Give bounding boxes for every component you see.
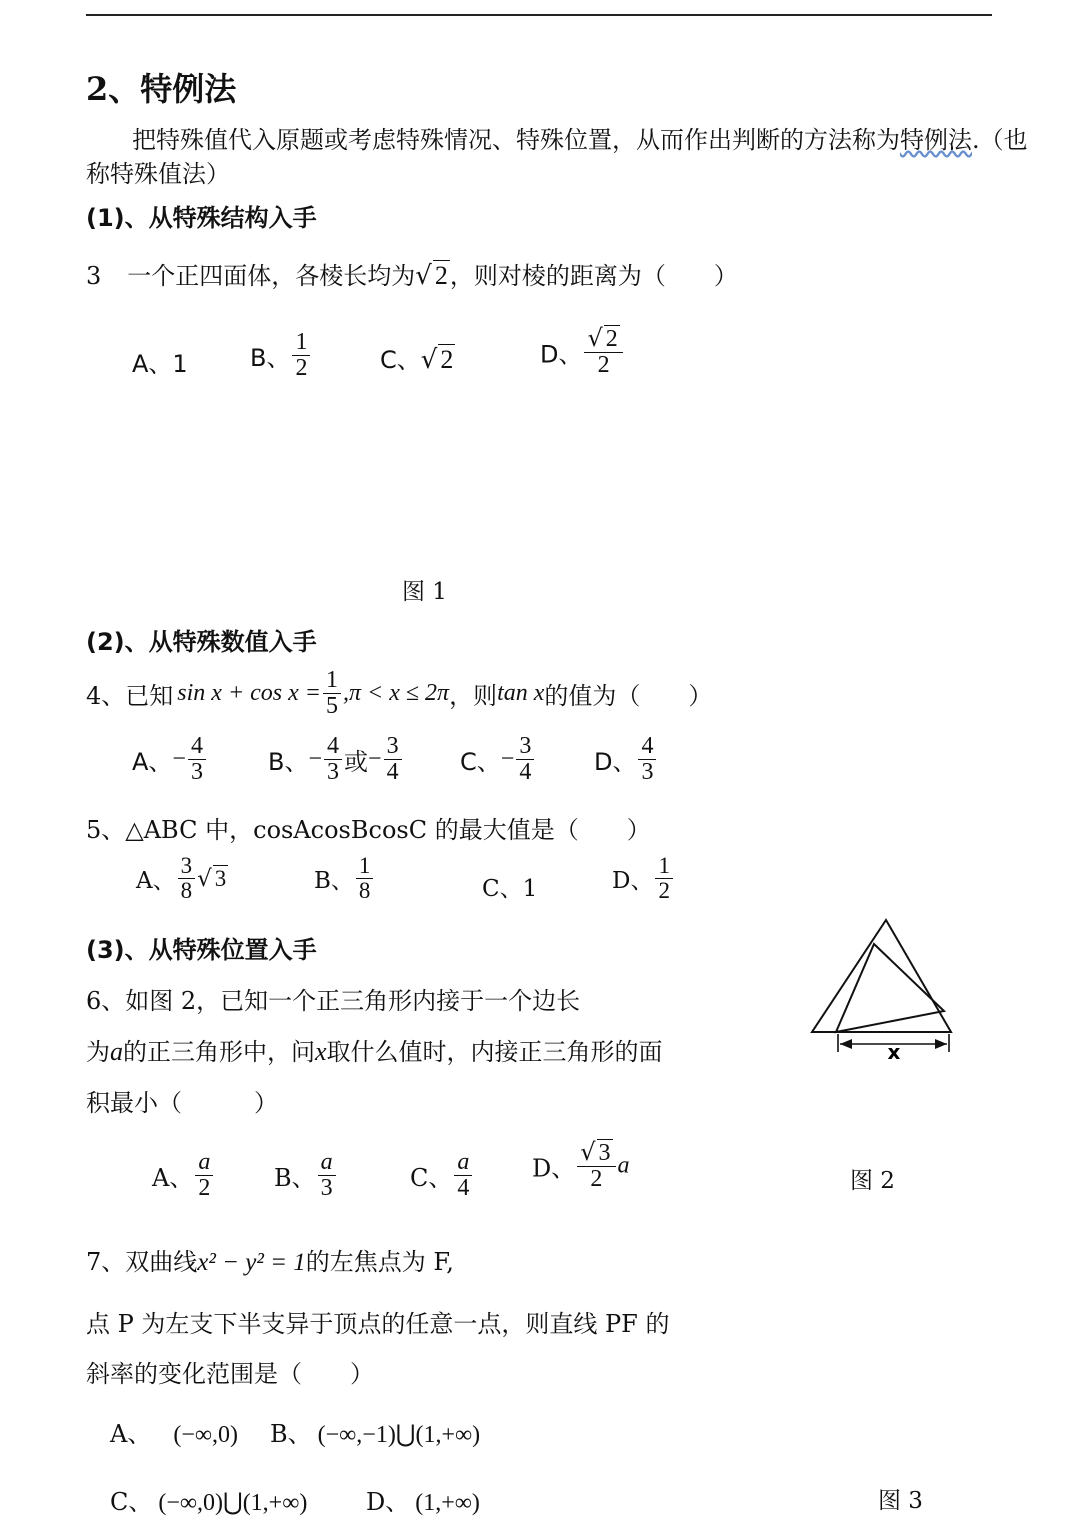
q3-number: 3 [86, 262, 102, 290]
q6-option-d[interactable]: D、 $\frac{√ 3}{2}$ a [532, 1138, 630, 1193]
question-7-line-2: 点 P 为左支下半支异于顶点的任意一点，则直线 PF 的 [86, 1310, 670, 1338]
figure-3-caption: 图 3 [878, 1488, 923, 1514]
section-title: 2、特例法 [86, 70, 237, 108]
inner-triangle [836, 944, 944, 1032]
q7-option-a[interactable]: A、 (−∞,0) [110, 1420, 238, 1448]
q7-option-d[interactable]: D、 (1,+∞) [366, 1488, 480, 1516]
q4-option-d[interactable]: D、 $\frac{4}{3}$ [594, 734, 658, 785]
q4-option-a[interactable]: A、− $\frac{4}{3}$ [132, 734, 208, 785]
question-3 [86, 256, 738, 291]
intro-term: 特例法 [900, 126, 972, 154]
q6-option-c[interactable]: C、 $\frac{a}{4}$ [410, 1150, 474, 1201]
figure-2-triangles [806, 914, 956, 1064]
question-6-line-3: 积最小（ ） [86, 1089, 278, 1117]
question-4: 4、已知 sin x + cos x = $\frac{1}{5}$ ,π < x ≤ 2π，则tan x的值为（ ） [86, 667, 713, 720]
q3-option-d[interactable]: D、 $\frac{√ 2}{2}$ [540, 326, 625, 378]
question-5: 5、△ABC 中，cosAcosBcosC 的最大值是（ ） [86, 816, 651, 844]
figure-1-caption: 图 1 [402, 579, 447, 605]
intro-text: 把特殊值代入原题或考虑特殊情况、特殊位置，从而作出判断的方法称为 [132, 126, 900, 154]
q7-option-c[interactable]: C、 (−∞,0)⋃(1,+∞) [110, 1488, 308, 1516]
question-7-line-3: 斜率的变化范围是（ ） [86, 1360, 374, 1388]
q3-option-a[interactable]: A、1 [132, 350, 188, 378]
question-6-line-2: 为a的正三角形中，问x取什么值时，内接正三角形的面 [86, 1037, 663, 1066]
q5-option-a[interactable]: A、 $\frac{3}{8}$ √ 3 [136, 853, 227, 904]
q3-stem: 一个正四面体，各棱长均为 [127, 262, 416, 290]
q4-option-c[interactable]: C、− $\frac{3}{4}$ [460, 734, 536, 785]
outer-triangle [812, 920, 951, 1032]
q3-sqrt: √ 2 [415, 261, 448, 291]
subheading-structure: (1)、从特殊结构入手 [86, 204, 317, 232]
intro-line-1 [132, 120, 1028, 155]
q3-stem-tail: ，则对棱的距离为（ ） [449, 262, 738, 290]
q6-option-a[interactable]: A、 $\frac{a}{2}$ [152, 1150, 215, 1201]
q3-option-b[interactable]: B、 $\frac{1}{2}$ [250, 330, 312, 381]
intro-tail: .（也 [972, 126, 1028, 154]
intro-line-2: 称特殊值法） [86, 160, 230, 188]
q6-option-b[interactable]: B、 $\frac{a}{3}$ [274, 1150, 338, 1201]
question-6-line-1: 6、如图 2，已知一个正三角形内接于一个边长 [86, 987, 581, 1015]
q5-option-d[interactable]: D、 $\frac{1}{2}$ [612, 854, 675, 903]
question-7-line-1: 7、双曲线x² − y² = 1的左焦点为 F, [86, 1248, 454, 1276]
subheading-position: (3)、从特殊位置入手 [86, 936, 317, 964]
subheading-values: (2)、从特殊数值入手 [86, 628, 317, 656]
q5-option-b[interactable]: B、 $\frac{1}{8}$ [314, 854, 375, 903]
q3-option-c[interactable]: C、√ 2 [380, 345, 454, 375]
q4-option-b[interactable]: B、− $\frac{4}{3}$ 或− $\frac{3}{4}$ [268, 734, 404, 785]
top-rule [86, 14, 992, 16]
q7-option-b[interactable]: B、 (−∞,−1)⋃(1,+∞) [270, 1420, 481, 1448]
figure-2-caption: 图 2 [850, 1168, 895, 1194]
q5-option-c[interactable]: C、1 [482, 876, 538, 902]
x-label: x [887, 1040, 901, 1064]
